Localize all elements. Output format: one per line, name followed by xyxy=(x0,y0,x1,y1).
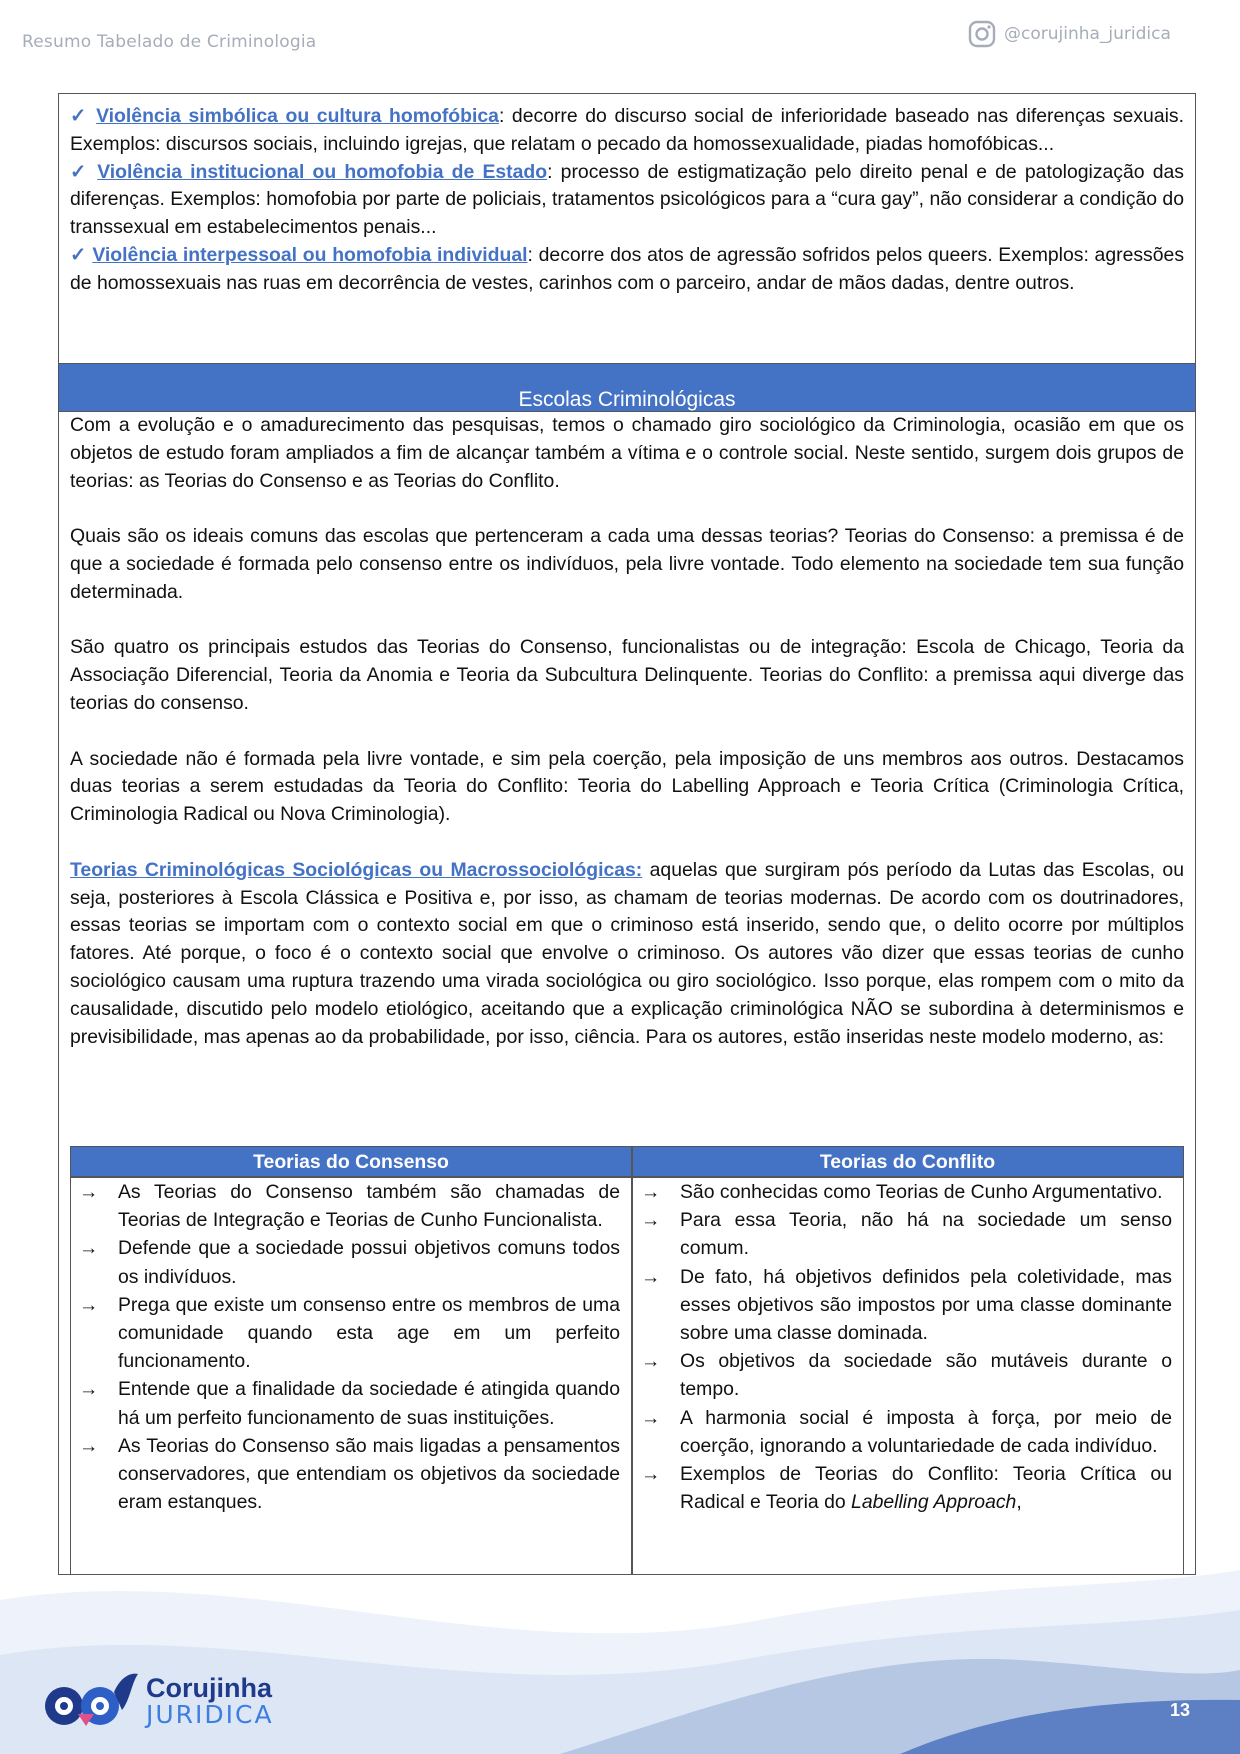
symbolic-violence-link[interactable]: Violência simbólica ou cultura homofóbica xyxy=(96,105,499,127)
list-item-text: Para essa Teoria, não há na sociedade um senso comum. xyxy=(680,1209,1172,1260)
list-item xyxy=(71,1234,631,1290)
institutional-violence-text: : processo de estigmatização pelo direito penal e de patologização das diferenças. Exemplos: homofobia por parte de policiais, tratamentos psicológicos para a “cura gay”, não considerar a condição do transsexual em estabelecimentos penais... xyxy=(70,160,1184,239)
list-item-text: De fato, há objetivos definidos pela coletividade, mas esses objetivos são impostos por uma classe dominante sobre uma classe dominada. xyxy=(680,1265,1172,1345)
list-item xyxy=(633,1263,1183,1348)
list-item xyxy=(633,1460,1183,1516)
homophobia-types-text xyxy=(70,94,1184,298)
instagram-icon xyxy=(968,20,996,48)
list-item-text: Os objetivos da sociedade são mutáveis durante o tempo. xyxy=(680,1350,1172,1401)
labelling-approach-term: Labelling Approach xyxy=(851,1491,1017,1514)
arrow-right-icon: → xyxy=(79,1181,99,1203)
social-handle: @corujinha_juridica xyxy=(1004,24,1171,44)
arrow-right-icon: → xyxy=(641,1265,661,1288)
logo-subtitle: JURIDICA xyxy=(146,1700,274,1729)
homophobia-types-cell xyxy=(59,94,1195,364)
owl-logo-icon xyxy=(42,1670,140,1732)
list-item xyxy=(71,1375,631,1431)
conflict-examples-prefix: Exemplos de Teorias do Conflito: Teoria Crítica ou Radical e Teoria do xyxy=(680,1463,1172,1514)
list-item-text: Prega que existe um consenso entre os membros de uma comunidade quando esta age em um perfeito funcionamento. xyxy=(118,1293,620,1373)
consensus-column-header: Teorias do Consenso xyxy=(71,1147,631,1176)
consensus-column xyxy=(71,1178,631,1516)
list-item-text: Defende que a sociedade possui objetivos comuns todos os indivíduos. xyxy=(118,1237,620,1288)
list-item xyxy=(633,1347,1183,1403)
theories-comparison-table xyxy=(70,1146,1184,1575)
macro-theories-text: aquelas que surgiram pós período da Lutas das Escolas, ou seja, posteriores à Escola Clássica e Positiva e, por isso, as chamam de teorias modernas. De acordo com os doutrinadores, essas teorias se importam com o contexto social em que o criminoso está inserido, sendo que, o delito ocorre por múltiplos fatores. Até porque, o foco é o contexto social que envolve o criminoso. Os autores vão dizer que essas teorias de cunho sociológico causam uma ruptura trazendo uma virada sociológica ou giro sociológico. Isso porque, elas rompem com o mito da causalidade, discutido pelo modelo etiológico, aceitando que a explicação criminológica NÃO se subordina à determinismos e previsibilidade, mas apenas ao da probabilidade, por isso, ciência. Para os autores, estão inseridas neste modelo moderno, as: xyxy=(70,858,1184,1048)
arrow-right-icon: → xyxy=(641,1181,661,1203)
list-item-text: São conhecidas como Teorias de Cunho Argumentativo. xyxy=(680,1181,1163,1203)
social-handle-block xyxy=(968,20,1171,48)
symbolic-violence-text: : decorre do discurso social de inferioridade baseado nas diferenças sexuais. Exemplos: discursos sociais, incluindo igrejas, que relatam o pecado da homossexualidade, piadas homofóbicas... xyxy=(70,105,1184,155)
arrow-right-icon: → xyxy=(641,1350,661,1373)
arrow-right-icon: → xyxy=(641,1463,661,1486)
arrow-right-icon: → xyxy=(79,1237,99,1260)
bullet-check-icon: ✓ xyxy=(70,105,89,127)
page-number: 13 xyxy=(1170,1700,1191,1720)
arrow-right-icon: → xyxy=(641,1406,661,1429)
paragraph: São quatro os principais estudos das Teorias do Consenso, funcionalistas ou de integração: Escola de Chicago, Teoria da Associação Diferencial, Teoria da Anomia e Teoria da Subcultura Delinquente. Teorias do Conflito: a premissa aqui diverge das teorias do consenso. xyxy=(70,636,1184,714)
bullet-check-icon: ✓ xyxy=(70,243,87,266)
document-header-title: Resumo Tabelado de Criminologia xyxy=(22,32,317,52)
list-item-text: As Teorias do Consenso também são chamadas de Teorias de Integração e Teorias de Cunho Funcionalista. xyxy=(118,1181,620,1232)
institutional-violence-link[interactable]: Violência institucional ou homofobia de Estado xyxy=(97,160,548,183)
arrow-right-icon: → xyxy=(641,1209,661,1232)
list-item xyxy=(633,1206,1183,1262)
logo-text xyxy=(146,1674,274,1728)
list-item-text: A harmonia social é imposta à força, por meio de coerção, ignorando a voluntariedade de cada indivíduo. xyxy=(680,1406,1172,1457)
arrow-right-icon: → xyxy=(79,1434,99,1457)
section-title: Escolas Criminológicas xyxy=(518,388,736,411)
macro-theories-paragraph xyxy=(70,857,1184,1052)
conflict-examples-suffix: , xyxy=(1016,1491,1022,1514)
paragraph: Quais são os ideais comuns das escolas que pertenceram a cada uma dessas teorias? Teorias do Consenso: a premissa é de que a sociedade é formada pelo consenso entre os indivíduos, pela livre vontade. Todo elemento na sociedade tem sua função determinada. xyxy=(70,525,1184,603)
arrow-right-icon: → xyxy=(79,1293,99,1316)
list-item xyxy=(71,1291,631,1376)
section-body xyxy=(59,412,1195,1051)
list-item xyxy=(633,1404,1183,1460)
content-frame xyxy=(58,93,1196,1575)
footer-logo xyxy=(42,1670,274,1732)
macro-theories-link[interactable]: Teorias Criminológicas Sociológicas ou Macrossociológicas: xyxy=(70,858,643,881)
conflict-column xyxy=(633,1178,1183,1516)
paragraph: A sociedade não é formada pela livre vontade, e sim pela coerção, pela imposição de uns membros aos outros. Destacamos duas teorias a serem estudadas da Teoria do Conflito: Teoria do Labelling Approach e Teoria Crítica (Criminologia Crítica, Criminologia Radical ou Nova Criminologia). xyxy=(70,747,1184,826)
paragraph: Com a evolução e o amadurecimento das pesquisas, temos o chamado giro sociológico da Criminologia, ocasião em que os objetos de estudo foram ampliados a fim de alcançar também a vítima e o controle social. Neste sentido, surgem dois grupos de teorias: as Teorias do Consenso e as Teorias do Conflito. xyxy=(70,414,1184,492)
list-item-text: As Teorias do Consenso são mais ligadas a pensamentos conservadores, que entendiam os objetivos da sociedade eram estanques. xyxy=(118,1434,620,1514)
list-item xyxy=(71,1432,631,1517)
list-item-text: Entende que a finalidade da sociedade é atingida quando há um perfeito funcionamento de suas instituições. xyxy=(118,1378,620,1429)
logo-name: Corujinha xyxy=(146,1673,272,1703)
interpersonal-violence-link[interactable]: Violência interpessoal ou homofobia individual xyxy=(92,243,528,266)
conflict-column-header: Teorias do Conflito xyxy=(632,1147,1183,1176)
list-item-text xyxy=(680,1460,1183,1516)
section-title-bar xyxy=(59,364,1195,412)
interpersonal-violence-text: : decorre dos atos de agressão sofridos pelos queers. Exemplos: agressões de homossexuais nas ruas em decorrência de vestes, carinhos com o parceiro, andar de mãos dadas, dentre outros. xyxy=(70,243,1185,294)
list-item xyxy=(633,1178,1183,1206)
arrow-right-icon: → xyxy=(79,1378,99,1401)
list-item xyxy=(71,1178,631,1234)
bullet-check-icon: ✓ xyxy=(70,160,90,183)
